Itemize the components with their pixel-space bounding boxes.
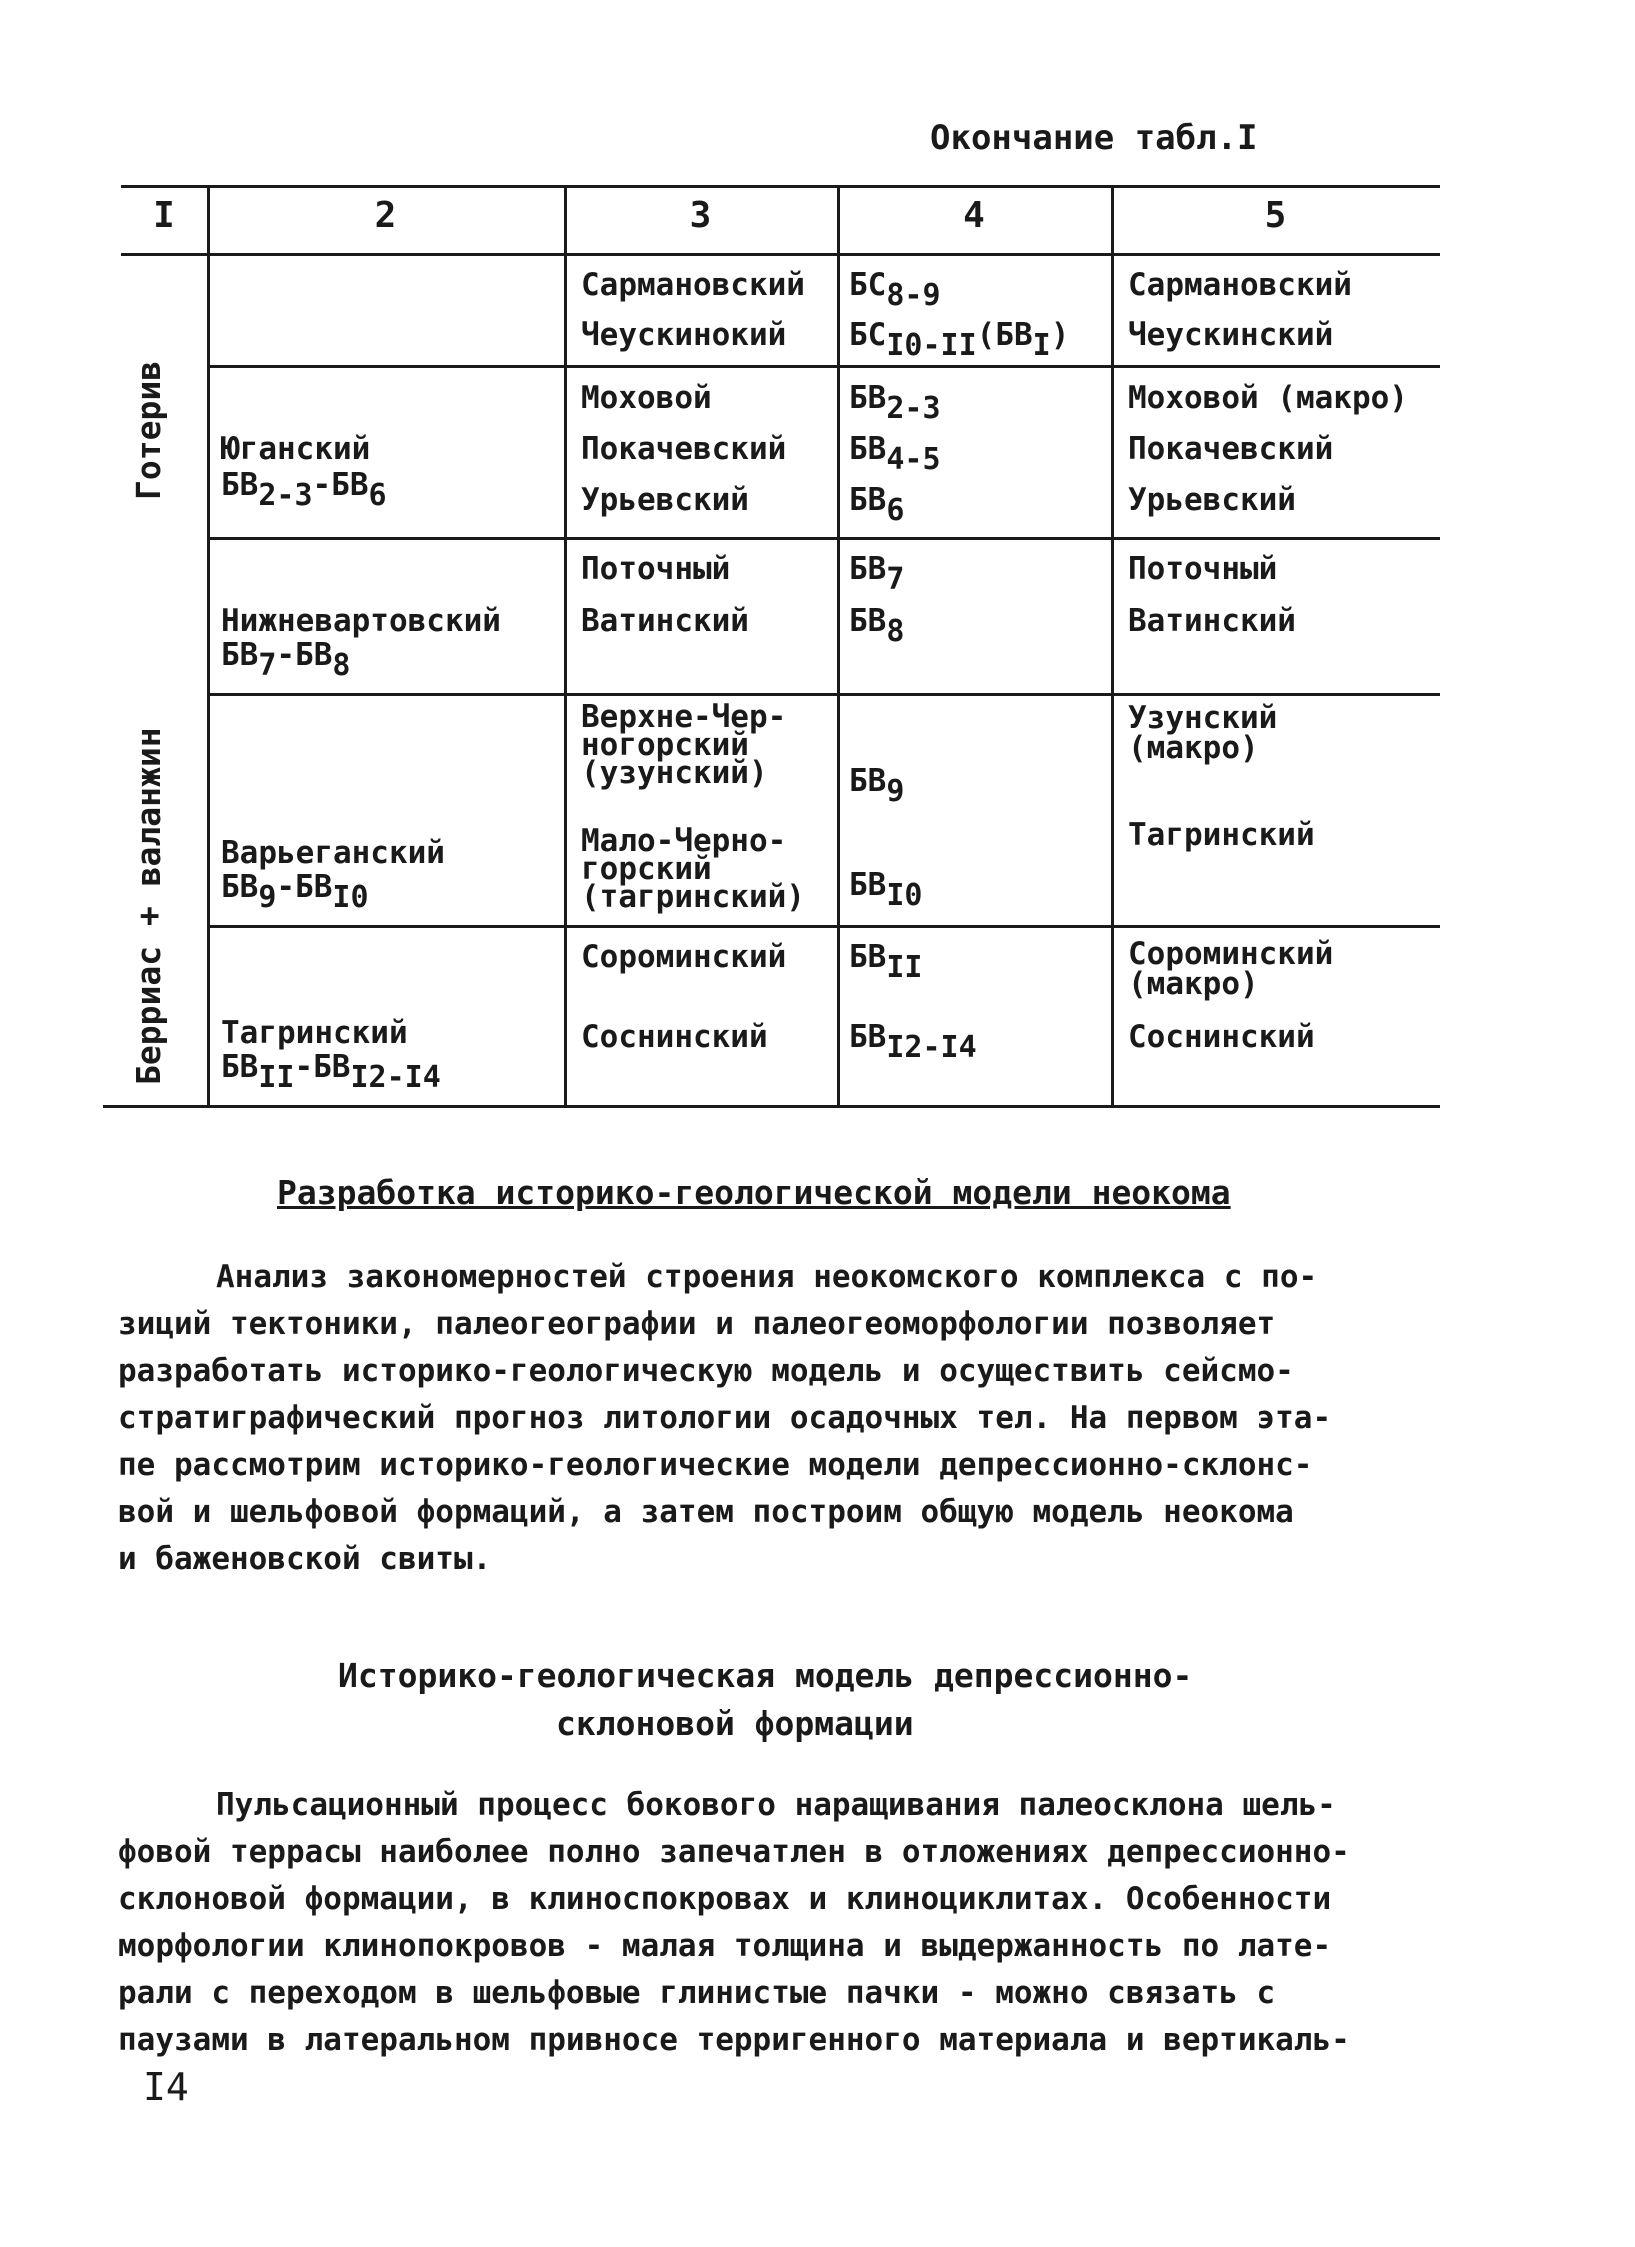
cell-r1-c3-line1: Сармановский	[581, 267, 805, 303]
cell-r3-c3-line1: Поточный	[581, 551, 731, 587]
cell-r2-c5-line2: Покачевский	[1128, 431, 1334, 467]
cell-r3-c2-line1: Нижневартовский	[221, 603, 501, 639]
stage-label-hauterivian: Готерив	[129, 360, 168, 500]
data-table	[103, 185, 1440, 1105]
cell-r2-c4-line1: $БВ_{2-3}$	[849, 380, 941, 426]
cell-r5-c2-line2: $БВ_{II}-БВ_{I2-I4}$	[221, 1049, 441, 1095]
header-col-5: 5	[1264, 195, 1287, 236]
row-divider	[209, 925, 1440, 928]
page-number: I4	[143, 2065, 189, 2109]
cell-r4-c5-line1: Узунский	[1128, 700, 1278, 736]
cell-r2-c4-line3: $БВ_6$	[849, 482, 905, 528]
section2-paragraph	[118, 1782, 1453, 2064]
cell-r4-c2-line1: Варьеганский	[221, 835, 445, 871]
section-title-neocomian-model: Разработка историко-геологической модели неокома	[277, 1173, 1231, 1212]
paragraph-line: склоновой формации, в клиноспокровах и клиноциклитах. Особенности	[118, 1881, 1332, 1917]
cell-r5-c2-line1: Тагринский	[221, 1015, 408, 1051]
cell-r4-c4-line2: $БВ_{I0}$	[849, 867, 923, 913]
stage-label-berriasian-valanginian: Берриас + валанжин	[129, 727, 168, 1085]
cell-r5-c5-line2: (макро)	[1128, 966, 1259, 1002]
cell-r2-c3-line1: Моховой	[581, 380, 712, 416]
paragraph-line: разработать историко-геологическую модель и осуществить сейсмо-	[118, 1353, 1294, 1389]
cell-r5-c4-line2: $БВ_{I2-I4}$	[849, 1019, 977, 1065]
paragraph-line: Анализ закономерностей строения неокомского комплекса с по-	[216, 1259, 1318, 1295]
cell-r4-c5-line2: (макро)	[1128, 730, 1259, 766]
cell-r2-c5-line3: Урьевский	[1128, 482, 1296, 518]
header-col-2: 2	[374, 195, 397, 236]
cell-r2-c3-line2: Покачевский	[581, 431, 787, 467]
table-caption: Окончание табл.I	[930, 118, 1258, 158]
paragraph-line: Пульсационный процесс бокового наращивания палеосклона шель-	[216, 1787, 1336, 1823]
table-bottom-rule	[103, 1105, 1440, 1108]
paragraph-line: фовой террасы наиболее полно запечатлен в отложениях депрессионно-	[118, 1834, 1350, 1870]
cell-r4-c3-line6: (тагринский)	[581, 879, 805, 915]
cell-r3-c4-line1: $БВ_7$	[849, 551, 905, 597]
cell-r3-c5-line2: Ватинский	[1128, 603, 1296, 639]
cell-r3-c4-line2: $БВ_8$	[849, 603, 905, 649]
cell-r3-c2-line2: $БВ_7-БВ_8$	[221, 637, 351, 683]
paragraph-line: и баженовской свиты.	[118, 1541, 492, 1577]
paragraph-line: морфологии клинопокровов - малая толщина и выдержанность по лате-	[118, 1928, 1332, 1964]
cell-r5-c3-line1: Сороминский	[581, 939, 787, 975]
row-divider	[209, 537, 1440, 540]
cell-r1-c5-line2: Чеускинский	[1128, 317, 1334, 353]
cell-r1-c5-line1: Сармановский	[1128, 267, 1352, 303]
cell-r2-c3-line3: Урьевский	[581, 482, 749, 518]
cell-r4-c3-line5: горский	[581, 851, 712, 887]
paragraph-line: стратиграфический прогноз литологии осадочных тел. На первом эта-	[118, 1400, 1332, 1436]
cell-r2-c4-line2: $БВ_{4-5}$	[849, 431, 941, 477]
cell-r4-c4-line1: $БВ_9$	[849, 763, 905, 809]
cell-r2-c2-line2: $БВ_{2-3}-БВ_6$	[221, 467, 387, 513]
header-bottom-rule	[121, 253, 1440, 256]
column-rule	[837, 185, 840, 1105]
section-title-line1: Историко-геологическая модель депрессионно-	[338, 1656, 1193, 1695]
cell-r5-c4-line1: $БВ_{II}$	[849, 939, 923, 985]
header-col-1: I	[153, 195, 175, 236]
row-divider	[209, 693, 1440, 696]
cell-r4-c3-line2: ногорский	[581, 727, 749, 763]
paragraph-line: зиций тектоники, палеогеографии и палеогеоморфологии позволяет	[118, 1306, 1276, 1342]
cell-r5-c3-line2: Соснинский	[581, 1019, 768, 1055]
cell-r1-c4-line1: $БС_{8-9}$	[849, 267, 941, 313]
section1-paragraph	[118, 1254, 1453, 1583]
column-rule	[1111, 185, 1114, 1105]
paragraph-line: вой и шельфовой формаций, а затем построим общую модель неокома	[118, 1494, 1294, 1530]
row-divider	[209, 365, 1440, 368]
cell-r4-c5-line3: Тагринский	[1128, 817, 1315, 853]
paragraph-line: пе рассмотрим историко-геологические модели депрессионно-склонс-	[118, 1447, 1313, 1483]
cell-r1-c4-line2: $БС_{I0-II}(БВ_I)$	[849, 317, 1070, 363]
cell-r4-c3-line3: (узунский)	[581, 755, 768, 791]
cell-r2-c5-line1: Моховой (макро)	[1128, 380, 1408, 416]
cell-r4-c2-line2: $БВ_9-БВ_{I0}$	[221, 869, 369, 915]
cell-r3-c5-line1: Поточный	[1128, 551, 1278, 587]
cell-r4-c3-line4: Мало-Черно-	[581, 823, 787, 859]
header-col-4: 4	[963, 195, 985, 236]
table-top-rule	[121, 185, 1440, 188]
cell-r4-c3-line1: Верхне-Чер-	[581, 699, 787, 735]
paragraph-line: рали с переходом в шельфовые глинистые пачки - можно связать с	[118, 1975, 1276, 2011]
column-rule	[564, 185, 567, 1105]
cell-r1-c3-line2: Чеускинокий	[581, 317, 787, 353]
cell-r5-c5-line1: Сороминский	[1128, 936, 1334, 972]
paragraph-line: паузами в латеральном привносе терригенного материала и вертикаль-	[118, 2022, 1350, 2058]
cell-r5-c5-line3: Соснинский	[1128, 1019, 1315, 1055]
column-rule	[207, 185, 210, 1105]
header-col-3: 3	[689, 195, 712, 236]
cell-r2-c2-line1: Юганский	[221, 431, 371, 467]
cell-r3-c3-line2: Ватинский	[581, 603, 749, 639]
section-title-line2: склоновой формации	[556, 1704, 914, 1743]
